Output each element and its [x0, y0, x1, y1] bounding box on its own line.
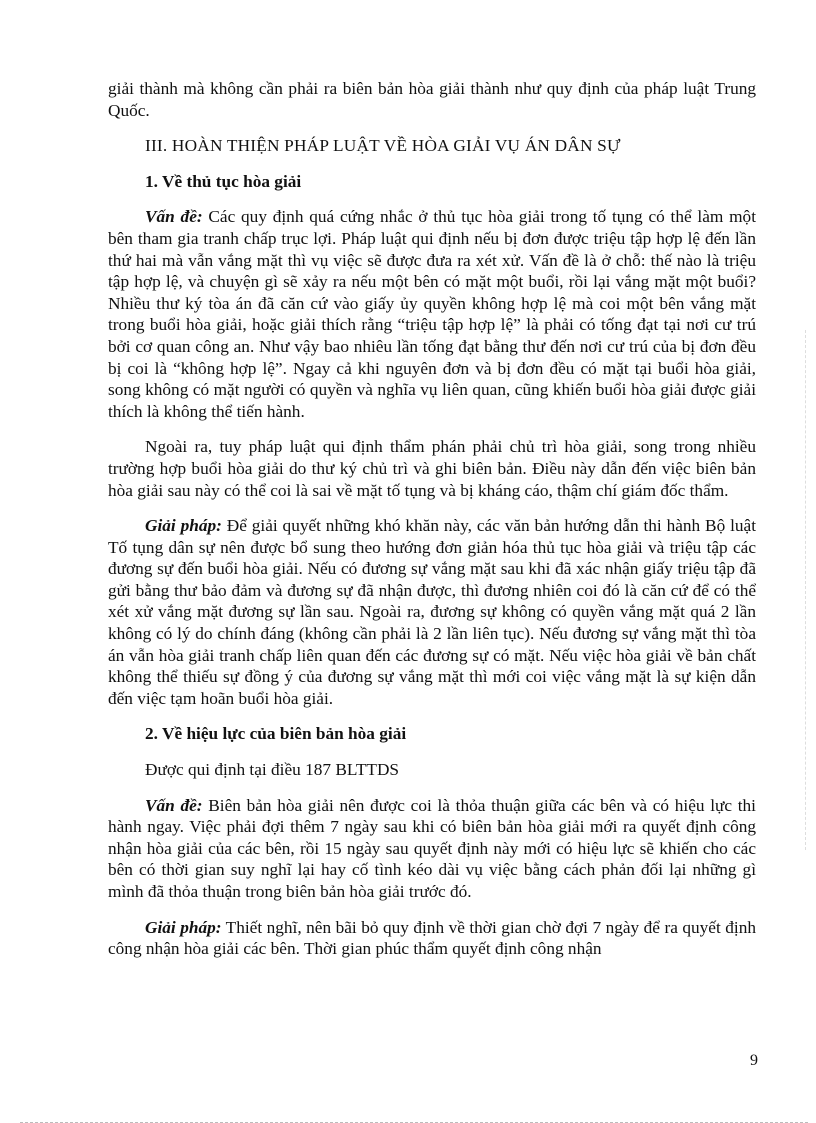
problem-label: Vấn đề:	[145, 207, 203, 227]
subsection-heading-validity: 2. Về hiệu lực của biên bản hòa giải	[145, 724, 407, 744]
paragraph-procedure-additional: Ngoài ra, tuy pháp luật qui định thẩm phán phải chủ trì hòa giải, song trong nhiều trường hợp buổi hòa giải do thư ký chủ trì và ghi biên bản. Điều này dẫn đến việc biên bản hòa giải sau này có thể coi là sai về mặt tố tụng và bị kháng cáo, thậm chí giám đốc thẩm.	[108, 437, 756, 500]
paragraph-procedure-problem	[108, 206, 756, 422]
problem-text: Biên bản hòa giải nên được coi là thỏa thuận giữa các bên và có hiệu lực thi hành ngay. Việc phải đợi thêm 7 ngày sau khi có biên bản hòa giải mới ra quyết định công nhận hòa giải của các bên, rồi 15 ngày sau quyết định này mới có hiệu lực sẽ khiến cho các bên có thời gian suy nghĩ lại hay cố tình kéo dài vụ việc bằng cách phản đối lại những gì mình đã thỏa thuận trong biên bản hòa giải trước đó.	[108, 795, 756, 901]
problem-label: Vấn đề:	[145, 795, 203, 815]
page-number: 9	[750, 1052, 758, 1069]
paragraph-validity-reference: Được qui định tại điều 187 BLTTDS	[145, 760, 400, 780]
paragraph-continuation: giải thành mà không cần phải ra biên bản hòa giải thành như quy định của pháp luật Trung Quốc.	[108, 79, 756, 120]
paragraph-procedure-solution	[108, 515, 756, 709]
subsection-heading-procedure: 1. Về thủ tục hòa giải	[145, 171, 302, 191]
problem-text: Các quy định quá cứng nhắc ở thủ tục hòa giải trong tố tụng có thể làm một bên tham gia tranh chấp trục lợi. Pháp luật qui định nếu bị đơn được triệu tập hợp lệ đến lần thứ hai mà vẫn vắng mặt thì vụ việc sẽ được đưa ra xét xử. Vấn đề là ở chỗ: thế nào là triệu tập hợp lệ, và chuyện gì sẽ xảy ra nếu một bên có mặt một buổi, rồi lại vắng mặt một buổi? Nhiều thư ký tòa án đã căn cứ vào giấy ủy quyền không hợp lệ mà coi một bên vắng mặt trong buổi hòa giải, hoặc giải thích rằng “triệu tập hợp lệ” là phải có tống đạt tại nơi cư trú bởi cơ quan công an. Như vậy bao nhiêu lần tống đạt bằng thư đến nơi cư trú của bị đơn đều bị coi là “không hợp lệ”. Ngay cả khi nguyên đơn và bị đơn đều có mặt tại buổi hòa giải, song không có mặt người có quyền và nghĩa vụ liên quan, cũng khiến buổi hòa giải được giải thích là không thể tiến hành.	[108, 207, 756, 421]
paragraph-validity-solution	[108, 917, 756, 960]
solution-text: Để giải quyết những khó khăn này, các văn bản hướng dẫn thi hành Bộ luật Tố tụng dân sự nên được bổ sung theo hướng đơn giản hóa thủ tục hòa giải và triệu tập các đương sự đến buổi hòa giải. Nếu có đương sự vắng mặt sau khi đã xác nhận giấy triệu tập đã gửi bằng thư bảo đảm và đương sự đã nhận được, thì đương nhiên coi đó là căn cứ để có thể xét xử vắng mặt đương sự lần sau. Ngoài ra, đương sự không có quyền vắng mặt quá 2 lần không có lý do chính đáng (không cần phải là 2 lần liên tục). Nếu đương sự vắng mặt thì tòa án vẫn hòa giải tranh chấp liên quan đến các đương sự có mặt. Nếu việc hòa giải về bản chất không thể thiếu sự đồng ý của đương sự vắng mặt thì mới coi việc vắng mặt là sự kiện dẫn đến việc tạm hoãn buổi hòa giải.	[108, 516, 756, 708]
document-page	[108, 78, 756, 960]
solution-label: Giải pháp:	[145, 516, 222, 536]
page-edge-divider	[805, 330, 807, 850]
solution-label: Giải pháp:	[145, 917, 222, 937]
section-heading: III. HOÀN THIỆN PHÁP LUẬT VỀ HÒA GIẢI VỤ ÁN DÂN SỰ	[145, 136, 621, 156]
solution-text: Thiết nghĩ, nên bãi bỏ quy định về thời gian chờ đợi 7 ngày để ra quyết định công nhận hòa giải các bên. Thời gian phúc thẩm quyết định công nhận	[108, 917, 756, 959]
paragraph-validity-problem	[108, 795, 756, 903]
